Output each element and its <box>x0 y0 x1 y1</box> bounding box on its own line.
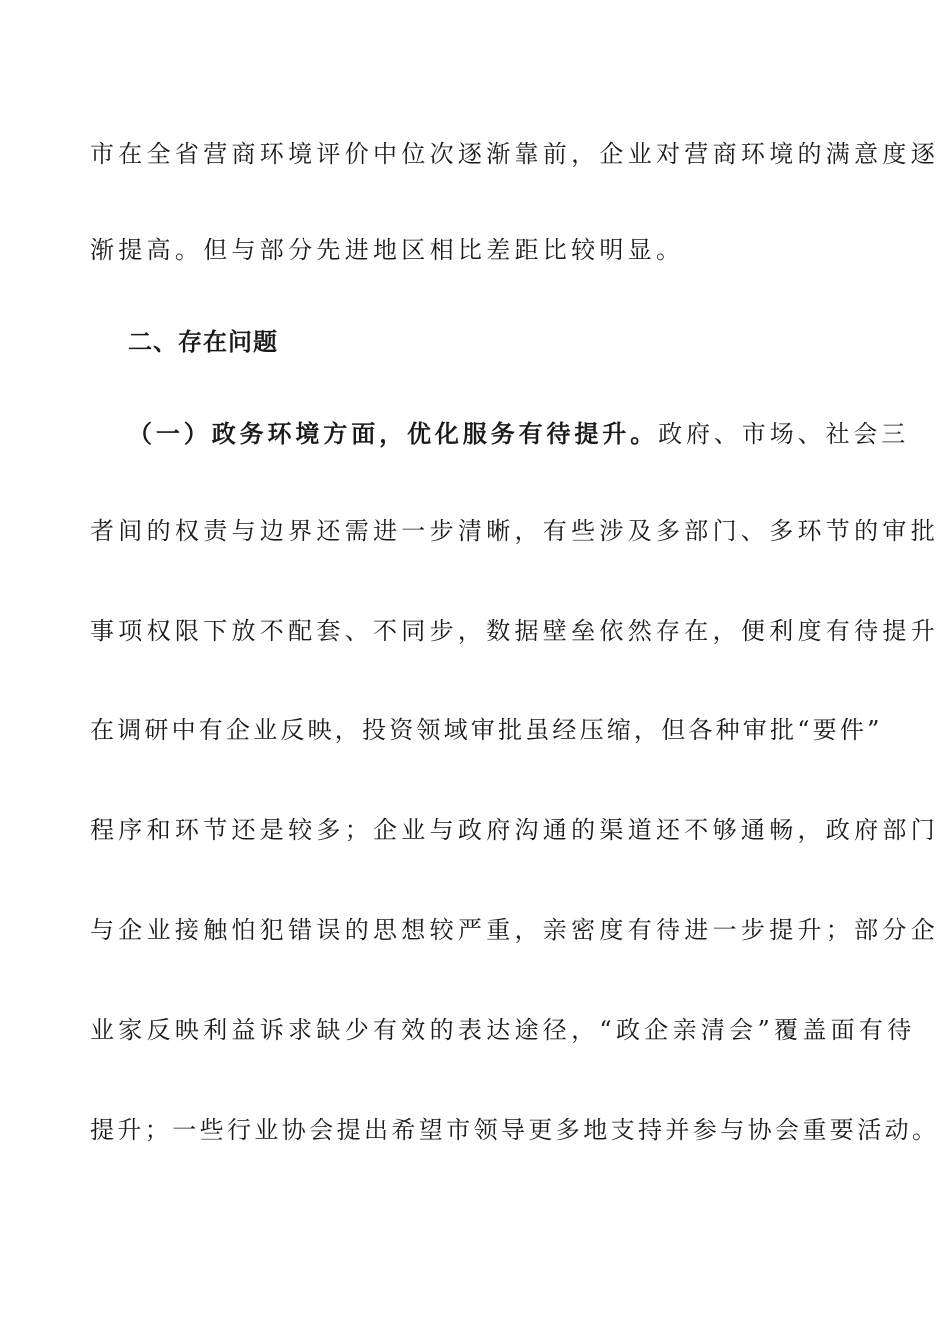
subsection-title: （一）政务环境方面，优化服务有待提升。 <box>128 419 659 448</box>
section-heading: 二、存在问题 <box>128 327 278 356</box>
subsection-first-line <box>128 414 910 454</box>
paragraph-line: 市在全省营商环境评价中位次逐渐靠前，企业对营商环境的满意度逐 <box>90 140 939 168</box>
paragraph-line: 提升；一些行业协会提出希望市领导更多地支持并参与协会重要活动。 <box>90 1116 940 1144</box>
subsection-text: 政府、市场、社会三 <box>658 420 910 448</box>
paragraph-line: 程序和环节还是较多；企业与政府沟通的渠道还不够通畅，政府部门 <box>90 816 939 844</box>
paragraph-line: 渐提高。但与部分先进地区相比差距比较明显。 <box>90 236 685 264</box>
paragraph-line: 业家反映利益诉求缺少有效的表达途径，“政企亲清会”覆盖面有待 <box>90 1016 916 1044</box>
paragraph-line: 事项权限下放不配套、不同步，数据壁垒依然存在，便利度有待提升 <box>90 617 939 645</box>
paragraph-line: 者间的权责与边界还需进一步清晰，有些涉及多部门、多环节的审批 <box>90 517 939 545</box>
paragraph-line: 在调研中有企业反映，投资领域审批虽经压缩，但各种审批“要件” <box>90 716 883 744</box>
paragraph-line: 与企业接触怕犯错误的思想较严重，亲密度有待进一步提升；部分企 <box>90 916 939 944</box>
